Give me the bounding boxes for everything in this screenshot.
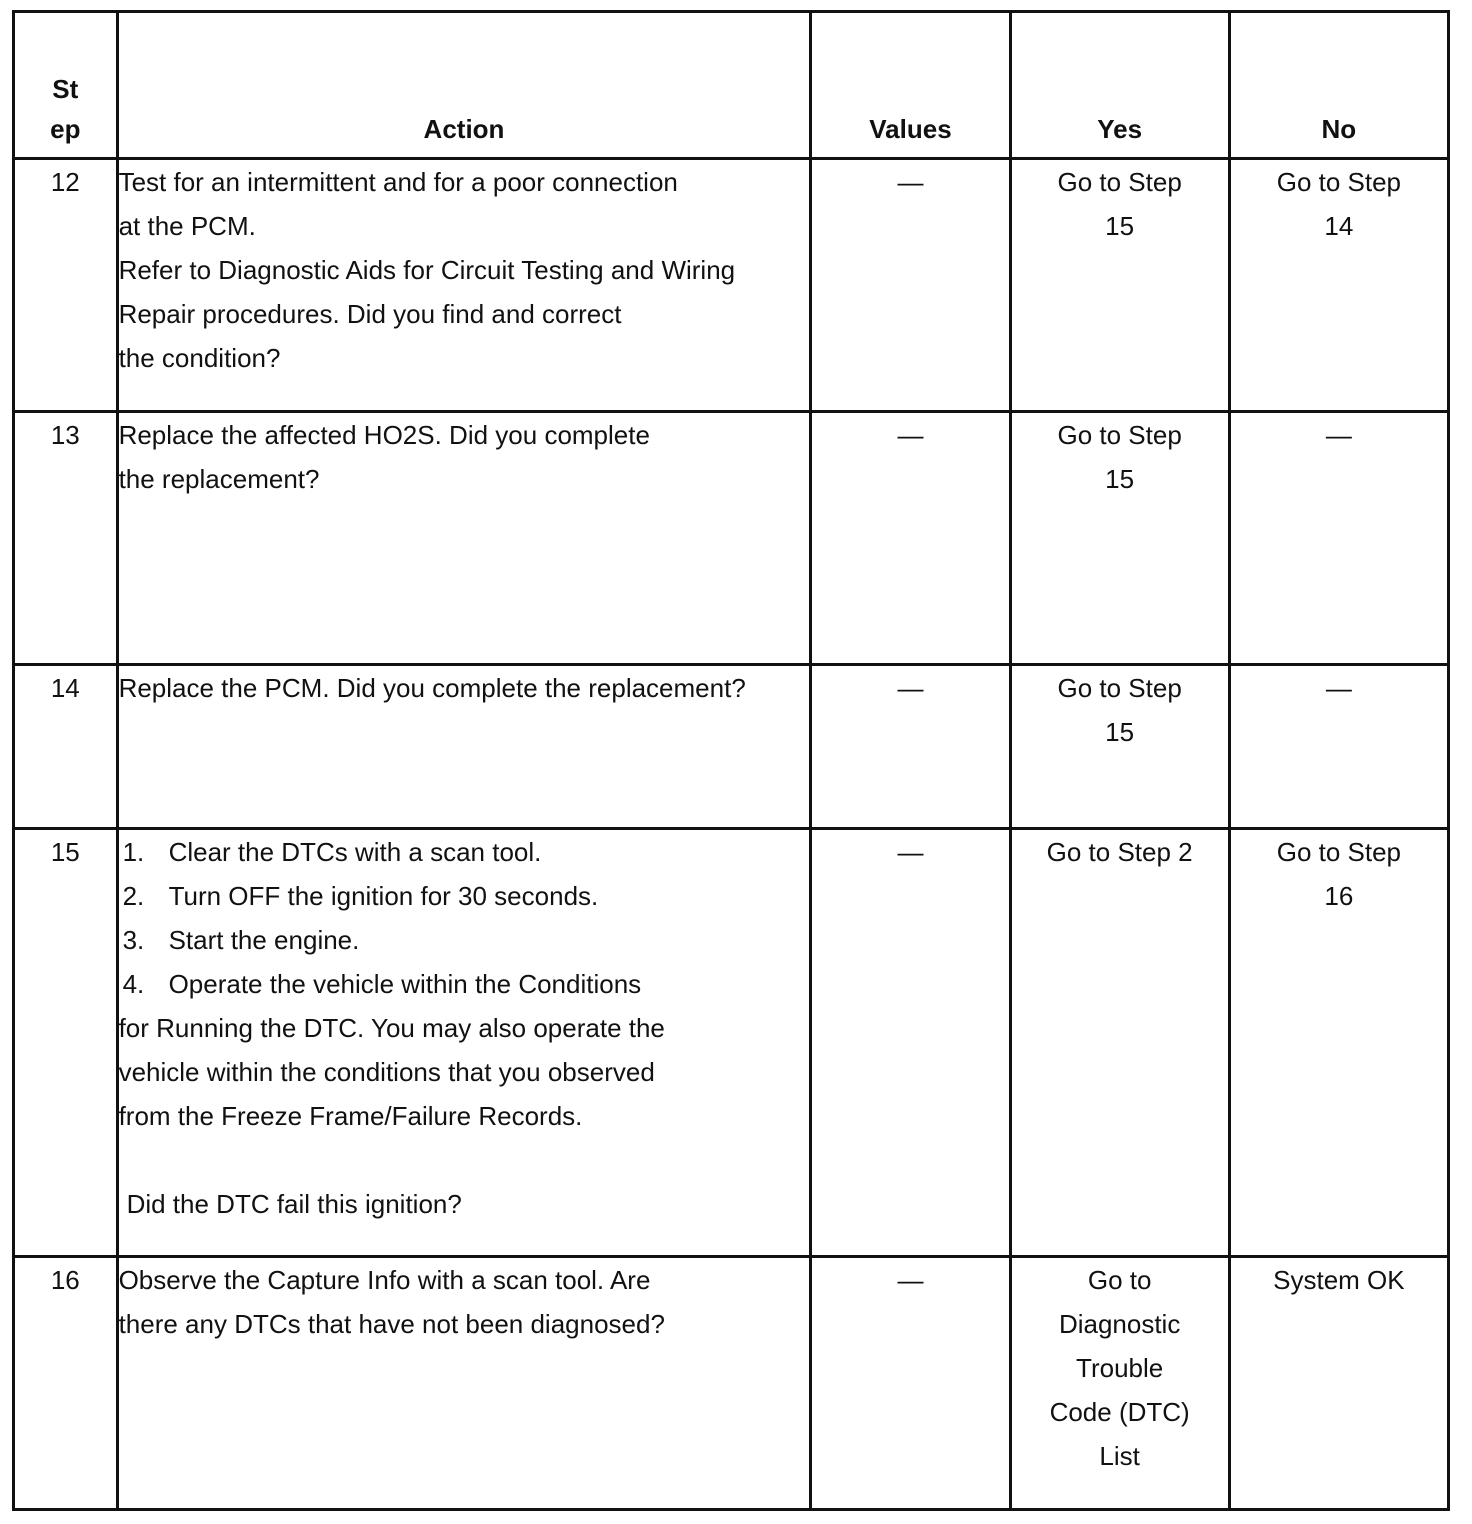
no-cell: Go to Step 14 bbox=[1229, 159, 1448, 412]
header-action: Action bbox=[117, 12, 811, 159]
action-text: there any DTCs that have not been diagnosed? bbox=[118, 1309, 665, 1339]
diagnostic-table bbox=[12, 10, 1450, 1511]
action-text: the condition? bbox=[118, 343, 281, 373]
numbered-step: 2. Turn OFF the ignition for 30 seconds. bbox=[122, 881, 599, 911]
table-row bbox=[14, 412, 1449, 665]
step-number: 16 bbox=[14, 1257, 118, 1510]
values-cell: — bbox=[811, 665, 1010, 829]
no-cell: System OK bbox=[1229, 1257, 1448, 1510]
values-cell: — bbox=[811, 412, 1010, 665]
action-question: Did the DTC fail this ignition? bbox=[126, 1189, 462, 1219]
yes-cell: Go to Step 15 bbox=[1010, 665, 1229, 829]
action-cell bbox=[117, 665, 811, 829]
no-cell: Go to Step 16 bbox=[1229, 829, 1448, 1257]
action-text: Replace the affected HO2S. Did you complete bbox=[118, 420, 650, 450]
action-text: for Running the DTC. You may also operate the bbox=[118, 1013, 665, 1043]
action-text: Replace the PCM. Did you complete the replacement? bbox=[118, 673, 746, 703]
values-cell: — bbox=[811, 1257, 1010, 1510]
header-step: St ep bbox=[14, 12, 118, 159]
step-number: 14 bbox=[14, 665, 118, 829]
table-row bbox=[14, 665, 1449, 829]
yes-cell: Go to Diagnostic Trouble Code (DTC) List bbox=[1010, 1257, 1229, 1510]
header-row bbox=[14, 12, 1449, 159]
step-number: 13 bbox=[14, 412, 118, 665]
action-cell bbox=[117, 829, 811, 1257]
action-cell bbox=[117, 412, 811, 665]
numbered-step: 3. Start the engine. bbox=[122, 925, 360, 955]
table-row bbox=[14, 159, 1449, 412]
action-cell bbox=[117, 159, 811, 412]
action-text: from the Freeze Frame/Failure Records. bbox=[118, 1101, 583, 1131]
values-cell: — bbox=[811, 829, 1010, 1257]
yes-cell: Go to Step 2 bbox=[1010, 829, 1229, 1257]
table-row bbox=[14, 829, 1449, 1257]
action-text: Repair procedures. Did you find and correct bbox=[118, 299, 622, 329]
values-cell: — bbox=[811, 159, 1010, 412]
action-text: Refer to Diagnostic Aids for Circuit Testing and Wiring bbox=[118, 255, 736, 285]
yes-cell: Go to Step 15 bbox=[1010, 412, 1229, 665]
action-text: Observe the Capture Info with a scan tool. Are bbox=[118, 1265, 651, 1295]
numbered-step: 1. Clear the DTCs with a scan tool. bbox=[122, 837, 542, 867]
numbered-step: 4. Operate the vehicle within the Conditions bbox=[122, 969, 642, 999]
action-text: vehicle within the conditions that you observed bbox=[118, 1057, 655, 1087]
header-no: No bbox=[1229, 12, 1448, 159]
spacer bbox=[119, 1138, 810, 1182]
header-values: Values bbox=[811, 12, 1010, 159]
action-text: at the PCM. bbox=[118, 211, 256, 241]
header-yes: Yes bbox=[1010, 12, 1229, 159]
action-text: the replacement? bbox=[118, 464, 320, 494]
no-cell: — bbox=[1229, 412, 1448, 665]
table-row bbox=[14, 1257, 1449, 1510]
yes-cell: Go to Step 15 bbox=[1010, 159, 1229, 412]
no-cell: — bbox=[1229, 665, 1448, 829]
action-text: Test for an intermittent and for a poor connection bbox=[118, 167, 678, 197]
step-number: 15 bbox=[14, 829, 118, 1257]
action-cell bbox=[117, 1257, 811, 1510]
step-number: 12 bbox=[14, 159, 118, 412]
